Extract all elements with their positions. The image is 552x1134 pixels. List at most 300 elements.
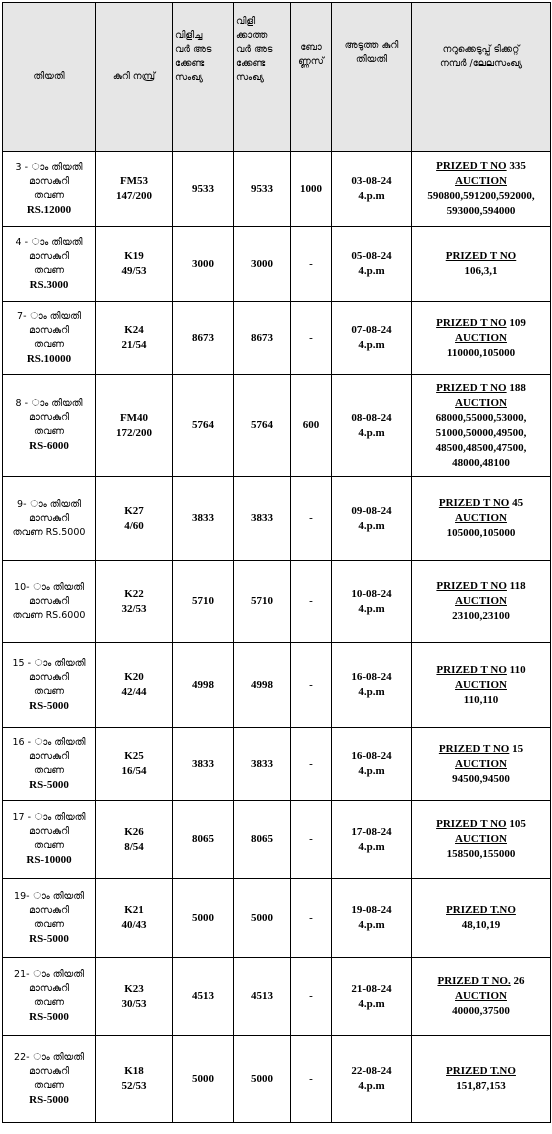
next-date: 21-08-24 [351, 982, 392, 995]
cell-bonus [291, 477, 332, 561]
called-amount: 3833 [192, 757, 214, 770]
header-uncalled-line: ക്കാത്ത [236, 30, 268, 41]
cell-date [3, 958, 96, 1036]
kuri-code: K23 [124, 982, 144, 995]
cell-uncalled-amount [234, 1036, 291, 1123]
uncalled-amount: 5710 [251, 595, 273, 607]
cell-prized-ticket [412, 152, 551, 227]
cell-date [3, 801, 96, 879]
header-row [3, 3, 551, 152]
header-kuri-no-text: കുറി നമ്പ്ര് [112, 71, 156, 82]
uncalled-amount: 9533 [251, 182, 273, 195]
called-amount: 5764 [192, 419, 214, 431]
cell-next-date [332, 801, 412, 879]
cell-called-amount [173, 1036, 234, 1123]
bonus-amount: - [309, 257, 313, 270]
cell-prized-ticket [412, 958, 551, 1036]
cell-called-amount [173, 958, 234, 1036]
cell-prized-ticket [412, 227, 551, 302]
date-line: RS.3000 [29, 278, 69, 291]
bonus-amount: 600 [302, 419, 320, 431]
header-called-line: സംഖ്യ [175, 72, 203, 83]
called-amount: 9533 [192, 182, 214, 195]
table-row [3, 375, 551, 477]
cell-next-date [332, 375, 412, 477]
date-line: തവണ RS.6000 [12, 609, 86, 621]
uncalled-amount: 3833 [251, 757, 273, 770]
auction-values-line: 48500,48500,47500, [435, 441, 527, 454]
date-line: തവണ [33, 426, 64, 437]
cell-bonus [291, 375, 332, 477]
cell-uncalled-amount [234, 227, 291, 302]
next-time: 4.p.m [358, 997, 385, 1010]
kuri-installment: 21/54 [121, 339, 147, 351]
table-body [3, 152, 551, 1123]
prized-label: PRIZED T NO [436, 580, 507, 592]
date-line: തവണ RS.5000 [12, 526, 86, 538]
auction-values-line: 593000,594000 [446, 205, 516, 217]
kuri-code: K25 [124, 750, 144, 762]
header-uncalled-line: വർ അട [236, 44, 273, 55]
next-date: 09-08-24 [351, 504, 392, 517]
next-date: 08-08-24 [351, 411, 392, 424]
header-uncalled-line: വിളി [236, 16, 256, 27]
cell-kuri-no [96, 302, 173, 375]
next-time: 4.p.m [358, 265, 385, 277]
next-time: 4.p.m [358, 765, 385, 777]
auction-values-line: 590800,591200,592000, [427, 190, 535, 202]
date-line: തവണ [33, 918, 64, 930]
next-date: 22-08-24 [351, 1065, 392, 1077]
cell-kuri-no [96, 958, 173, 1036]
cell-date [3, 227, 96, 302]
auction-label: AUCTION [455, 833, 507, 845]
auction-values-line: 48000,48100 [452, 456, 510, 469]
cell-kuri-no [96, 375, 173, 477]
prized-number: 110 [509, 663, 526, 676]
kuri-installment: 30/53 [121, 997, 147, 1010]
date-line: മാസകുറി [29, 671, 69, 683]
next-date: 16-08-24 [351, 750, 392, 762]
auction-label: AUCTION [455, 512, 507, 524]
next-time: 4.p.m [358, 519, 385, 532]
bonus-amount: - [309, 833, 313, 845]
auction-values-line: 48,10,19 [461, 919, 501, 931]
uncalled-amount: 4998 [251, 678, 273, 691]
uncalled-amount: 8065 [251, 833, 273, 845]
kuri-installment: 8/54 [124, 840, 144, 853]
date-line: മാസകുറി [29, 826, 69, 837]
date-line: 8 - ാം തിയതി [15, 398, 83, 409]
cell-bonus [291, 1036, 332, 1123]
bonus-amount: - [309, 595, 313, 607]
header-called-line: വിളിച്ച [175, 30, 203, 41]
kuri-installment: 172/200 [115, 426, 153, 439]
kuri-installment: 49/53 [121, 265, 147, 277]
cell-uncalled-amount [234, 375, 291, 477]
date-line: മാസകുറി [29, 512, 69, 524]
prized-label: PRIZED T NO [436, 663, 507, 676]
next-time: 4.p.m [358, 602, 385, 615]
auction-values-line: 110000,105000 [446, 346, 516, 359]
date-line: 21- ാം തിയതി [14, 969, 84, 980]
cell-date [3, 1036, 96, 1123]
cell-next-date [332, 227, 412, 302]
cell-date [3, 879, 96, 958]
cell-prized-ticket [412, 477, 551, 561]
prized-number: 188 [509, 381, 526, 394]
date-line: RS-5000 [29, 1011, 69, 1023]
uncalled-amount: 5000 [251, 1072, 273, 1085]
cell-prized-ticket [412, 1036, 551, 1123]
cell-prized-ticket [412, 643, 551, 728]
date-line: 16 - ാം തിയതി [12, 736, 86, 748]
date-line: തവണ [33, 997, 64, 1008]
header-next-date-line: അടുത്ത കുറി [344, 40, 399, 51]
date-line: RS-5000 [29, 778, 69, 791]
date-line: മാസകുറി [29, 904, 69, 916]
uncalled-amount: 5764 [251, 419, 273, 431]
kuri-installment: 147/200 [115, 190, 153, 202]
prized-label: PRIZED T NO [445, 250, 517, 262]
header-called-amount [173, 3, 234, 152]
kuri-code: K20 [124, 671, 144, 683]
date-line: 22- ാം തിയതി [14, 1051, 84, 1063]
prized-label: PRIZED T NO [438, 742, 510, 755]
auction-values-line: 106,3,1 [464, 265, 498, 277]
cell-prized-ticket [412, 561, 551, 643]
cell-next-date [332, 152, 412, 227]
cell-called-amount [173, 477, 234, 561]
prized-number: 118 [509, 580, 526, 592]
date-line: 17 - ാം തിയതി [12, 812, 86, 823]
next-date: 07-08-24 [351, 324, 392, 336]
cell-kuri-no [96, 477, 173, 561]
next-date: 19-08-24 [351, 904, 392, 916]
bonus-amount: - [309, 911, 313, 924]
kuri-table [2, 2, 551, 1123]
next-date: 05-08-24 [351, 250, 392, 262]
called-amount: 4513 [192, 990, 214, 1002]
cell-next-date [332, 477, 412, 561]
date-line: മാസകുറി [29, 750, 69, 762]
date-line: തവണ [33, 764, 64, 776]
cell-uncalled-amount [234, 958, 291, 1036]
bonus-amount: - [309, 512, 313, 524]
bonus-amount: - [309, 331, 313, 344]
header-prized-ticket [412, 3, 551, 152]
cell-date [3, 302, 96, 375]
table-row [3, 801, 551, 879]
bonus-amount: - [309, 990, 313, 1002]
date-line: RS.12000 [26, 203, 72, 216]
cell-prized-ticket [412, 801, 551, 879]
next-time: 4.p.m [358, 919, 385, 931]
header-uncalled-line: സംഖ്യ [236, 72, 264, 83]
date-line: മാസകുറി [29, 1065, 69, 1077]
cell-called-amount [173, 879, 234, 958]
kuri-code: K21 [124, 904, 144, 916]
next-time: 4.p.m [358, 840, 385, 853]
cell-called-amount [173, 302, 234, 375]
cell-next-date [332, 302, 412, 375]
cell-next-date [332, 1036, 412, 1123]
prized-label: PRIZED T NO [436, 316, 507, 329]
kuri-installment: 16/54 [121, 765, 147, 777]
called-amount: 3833 [192, 512, 214, 524]
called-amount: 8065 [192, 833, 214, 845]
cell-prized-ticket [412, 302, 551, 375]
cell-bonus [291, 801, 332, 879]
cell-bonus [291, 302, 332, 375]
cell-date [3, 561, 96, 643]
prized-number: 45 [512, 497, 524, 509]
prized-number: 26 [513, 975, 525, 987]
prized-number: 15 [512, 742, 524, 755]
date-line: തവണ [33, 685, 64, 697]
header-date [3, 3, 96, 152]
next-date: 03-08-24 [351, 175, 392, 187]
auction-values-line: 40000,37500 [452, 1005, 510, 1017]
date-line: 3 - ാം തിയതി [15, 161, 83, 173]
auction-label: AUCTION [455, 757, 507, 770]
cell-bonus [291, 227, 332, 302]
next-time: 4.p.m [358, 339, 385, 351]
auction-label: AUCTION [455, 396, 507, 409]
prized-label: PRIZED T NO [436, 818, 507, 830]
next-time: 4.p.m [358, 426, 385, 439]
header-bonus [291, 3, 332, 152]
prized-number: 335 [509, 160, 526, 172]
cell-date [3, 375, 96, 477]
called-amount: 5710 [192, 595, 214, 607]
next-date: 17-08-24 [351, 825, 392, 838]
cell-uncalled-amount [234, 879, 291, 958]
uncalled-amount: 5000 [251, 911, 273, 924]
cell-called-amount [173, 643, 234, 728]
header-next-date-line: തിയതി [355, 54, 388, 65]
prized-label: PRIZED T NO. [437, 975, 511, 987]
auction-label: AUCTION [455, 678, 507, 691]
header-called-line: വർ അട [175, 44, 212, 55]
cell-uncalled-amount [234, 477, 291, 561]
cell-date [3, 728, 96, 801]
header-called-line: ക്കേണ്ട [175, 58, 205, 69]
cell-called-amount [173, 152, 234, 227]
header-bonus-line: ണ്ണസ് [298, 56, 324, 67]
kuri-code: K19 [124, 250, 144, 262]
bonus-amount: 1000 [300, 182, 322, 195]
cell-called-amount [173, 728, 234, 801]
cell-next-date [332, 958, 412, 1036]
cell-kuri-no [96, 152, 173, 227]
cell-uncalled-amount [234, 302, 291, 375]
cell-uncalled-amount [234, 801, 291, 879]
prized-label: PRIZED T.NO [446, 904, 516, 916]
table-row [3, 1036, 551, 1123]
kuri-installment: 32/53 [121, 602, 147, 615]
uncalled-amount: 4513 [251, 990, 273, 1002]
date-line: RS-10000 [26, 854, 72, 866]
date-line: മാസകുറി [29, 412, 69, 423]
next-time: 4.p.m [358, 686, 385, 698]
auction-values-line: 151,87,153 [456, 1080, 506, 1092]
cell-prized-ticket [412, 375, 551, 477]
date-line: തവണ [33, 1079, 64, 1091]
header-bonus-line: ബോ [300, 42, 322, 53]
prized-number: 105 [509, 818, 526, 830]
date-line: RS-6000 [29, 440, 69, 452]
cell-prized-ticket [412, 879, 551, 958]
date-line: മാസകുറി [29, 250, 69, 262]
kuri-code: K24 [124, 324, 144, 336]
auction-values-line: 68000,55000,53000, [435, 411, 527, 424]
cell-date [3, 643, 96, 728]
kuri-schedule [2, 2, 551, 1123]
header-date-text: തിയതി [33, 71, 65, 82]
called-amount: 4998 [192, 678, 214, 691]
cell-bonus [291, 152, 332, 227]
bonus-amount: - [309, 757, 313, 770]
kuri-code: FM40 [119, 411, 149, 424]
auction-label: AUCTION [455, 175, 507, 187]
auction-values-line: 51000,50000,49500, [435, 426, 527, 439]
uncalled-amount: 8673 [251, 331, 273, 344]
cell-prized-ticket [412, 728, 551, 801]
kuri-code: K26 [124, 825, 144, 838]
date-line: RS.10000 [26, 352, 72, 365]
date-line: മാസകുറി [29, 983, 69, 994]
auction-values-line: 23100,23100 [452, 610, 510, 622]
auction-values-line: 105000,105000 [446, 527, 516, 539]
cell-called-amount [173, 227, 234, 302]
auction-label: AUCTION [455, 595, 507, 607]
kuri-installment: 52/53 [121, 1080, 147, 1092]
bonus-amount: - [309, 1072, 313, 1085]
cell-kuri-no [96, 728, 173, 801]
header-prized-line: നറുക്കെടുപ്പ് ടിക്കറ്റ് [442, 44, 520, 55]
table-row [3, 958, 551, 1036]
kuri-code: K27 [124, 504, 144, 517]
table-row [3, 152, 551, 227]
next-time: 4.p.m [358, 190, 385, 202]
cell-kuri-no [96, 643, 173, 728]
cell-bonus [291, 561, 332, 643]
kuri-installment: 40/43 [121, 919, 147, 931]
kuri-code: K22 [124, 587, 144, 600]
kuri-code: K18 [124, 1065, 144, 1077]
table-row [3, 227, 551, 302]
cell-called-amount [173, 561, 234, 643]
table-row [3, 302, 551, 375]
table-row [3, 643, 551, 728]
prized-label: PRIZED T.NO [446, 1065, 516, 1077]
cell-bonus [291, 879, 332, 958]
cell-next-date [332, 728, 412, 801]
next-date: 16-08-24 [351, 671, 392, 683]
table-row [3, 477, 551, 561]
called-amount: 8673 [192, 331, 214, 344]
cell-uncalled-amount [234, 152, 291, 227]
date-line: തവണ [33, 338, 64, 350]
table-row [3, 728, 551, 801]
cell-next-date [332, 561, 412, 643]
date-line: 4 - ാം തിയതി [15, 236, 83, 248]
uncalled-amount: 3000 [251, 257, 273, 270]
uncalled-amount: 3833 [251, 512, 273, 524]
header-next-date [332, 3, 412, 152]
header-prized-line: നമ്പർ /ലേലസംഖ്യ [439, 58, 523, 69]
header-kuri-no [96, 3, 173, 152]
cell-kuri-no [96, 879, 173, 958]
cell-bonus [291, 958, 332, 1036]
date-line: 15 - ാം തിയതി [12, 657, 86, 669]
cell-kuri-no [96, 1036, 173, 1123]
cell-bonus [291, 728, 332, 801]
next-date: 10-08-24 [351, 587, 392, 600]
called-amount: 5000 [192, 911, 214, 924]
prized-number: 109 [509, 316, 526, 329]
cell-uncalled-amount [234, 728, 291, 801]
date-line: RS-5000 [29, 1093, 69, 1106]
date-line: RS-5000 [29, 932, 69, 945]
kuri-code: FM53 [119, 175, 149, 187]
cell-called-amount [173, 375, 234, 477]
cell-next-date [332, 879, 412, 958]
prized-label: PRIZED T NO [436, 160, 507, 172]
header-uncalled-line: ക്കേണ്ട [236, 58, 266, 69]
next-time: 4.p.m [358, 1080, 385, 1092]
cell-bonus [291, 643, 332, 728]
date-line: 19- ാം തിയതി [14, 890, 84, 902]
cell-uncalled-amount [234, 643, 291, 728]
prized-label: PRIZED T NO [436, 381, 507, 394]
auction-values-line: 110,110 [463, 693, 499, 706]
date-line: 10- ാം തിയതി [14, 581, 84, 593]
kuri-installment: 42/44 [121, 686, 147, 698]
cell-next-date [332, 643, 412, 728]
table-row [3, 561, 551, 643]
cell-uncalled-amount [234, 561, 291, 643]
date-line: മാസകുറി [29, 175, 69, 187]
prized-label: PRIZED T NO [438, 497, 510, 509]
auction-label: AUCTION [455, 990, 507, 1002]
cell-kuri-no [96, 227, 173, 302]
cell-kuri-no [96, 561, 173, 643]
auction-label: AUCTION [455, 331, 507, 344]
called-amount: 3000 [192, 257, 214, 270]
date-line: 9- ാം തിയതി [17, 498, 81, 510]
date-line: മാസകുറി [29, 595, 69, 607]
table-row [3, 879, 551, 958]
cell-date [3, 477, 96, 561]
auction-values-line: 158500,155000 [446, 848, 516, 860]
bonus-amount: - [309, 678, 313, 691]
kuri-installment: 4/60 [124, 519, 144, 532]
header-uncalled-amount [234, 3, 291, 152]
date-line: RS-5000 [29, 699, 69, 712]
date-line: തവണ [33, 189, 64, 201]
cell-kuri-no [96, 801, 173, 879]
date-line: തവണ [33, 264, 64, 276]
called-amount: 5000 [192, 1072, 214, 1085]
date-line: തവണ [33, 840, 64, 851]
cell-date [3, 152, 96, 227]
date-line: 7- ാം തിയതി [17, 310, 81, 322]
date-line: മാസകുറി [29, 324, 69, 336]
cell-called-amount [173, 801, 234, 879]
auction-values-line: 94500,94500 [452, 772, 510, 785]
